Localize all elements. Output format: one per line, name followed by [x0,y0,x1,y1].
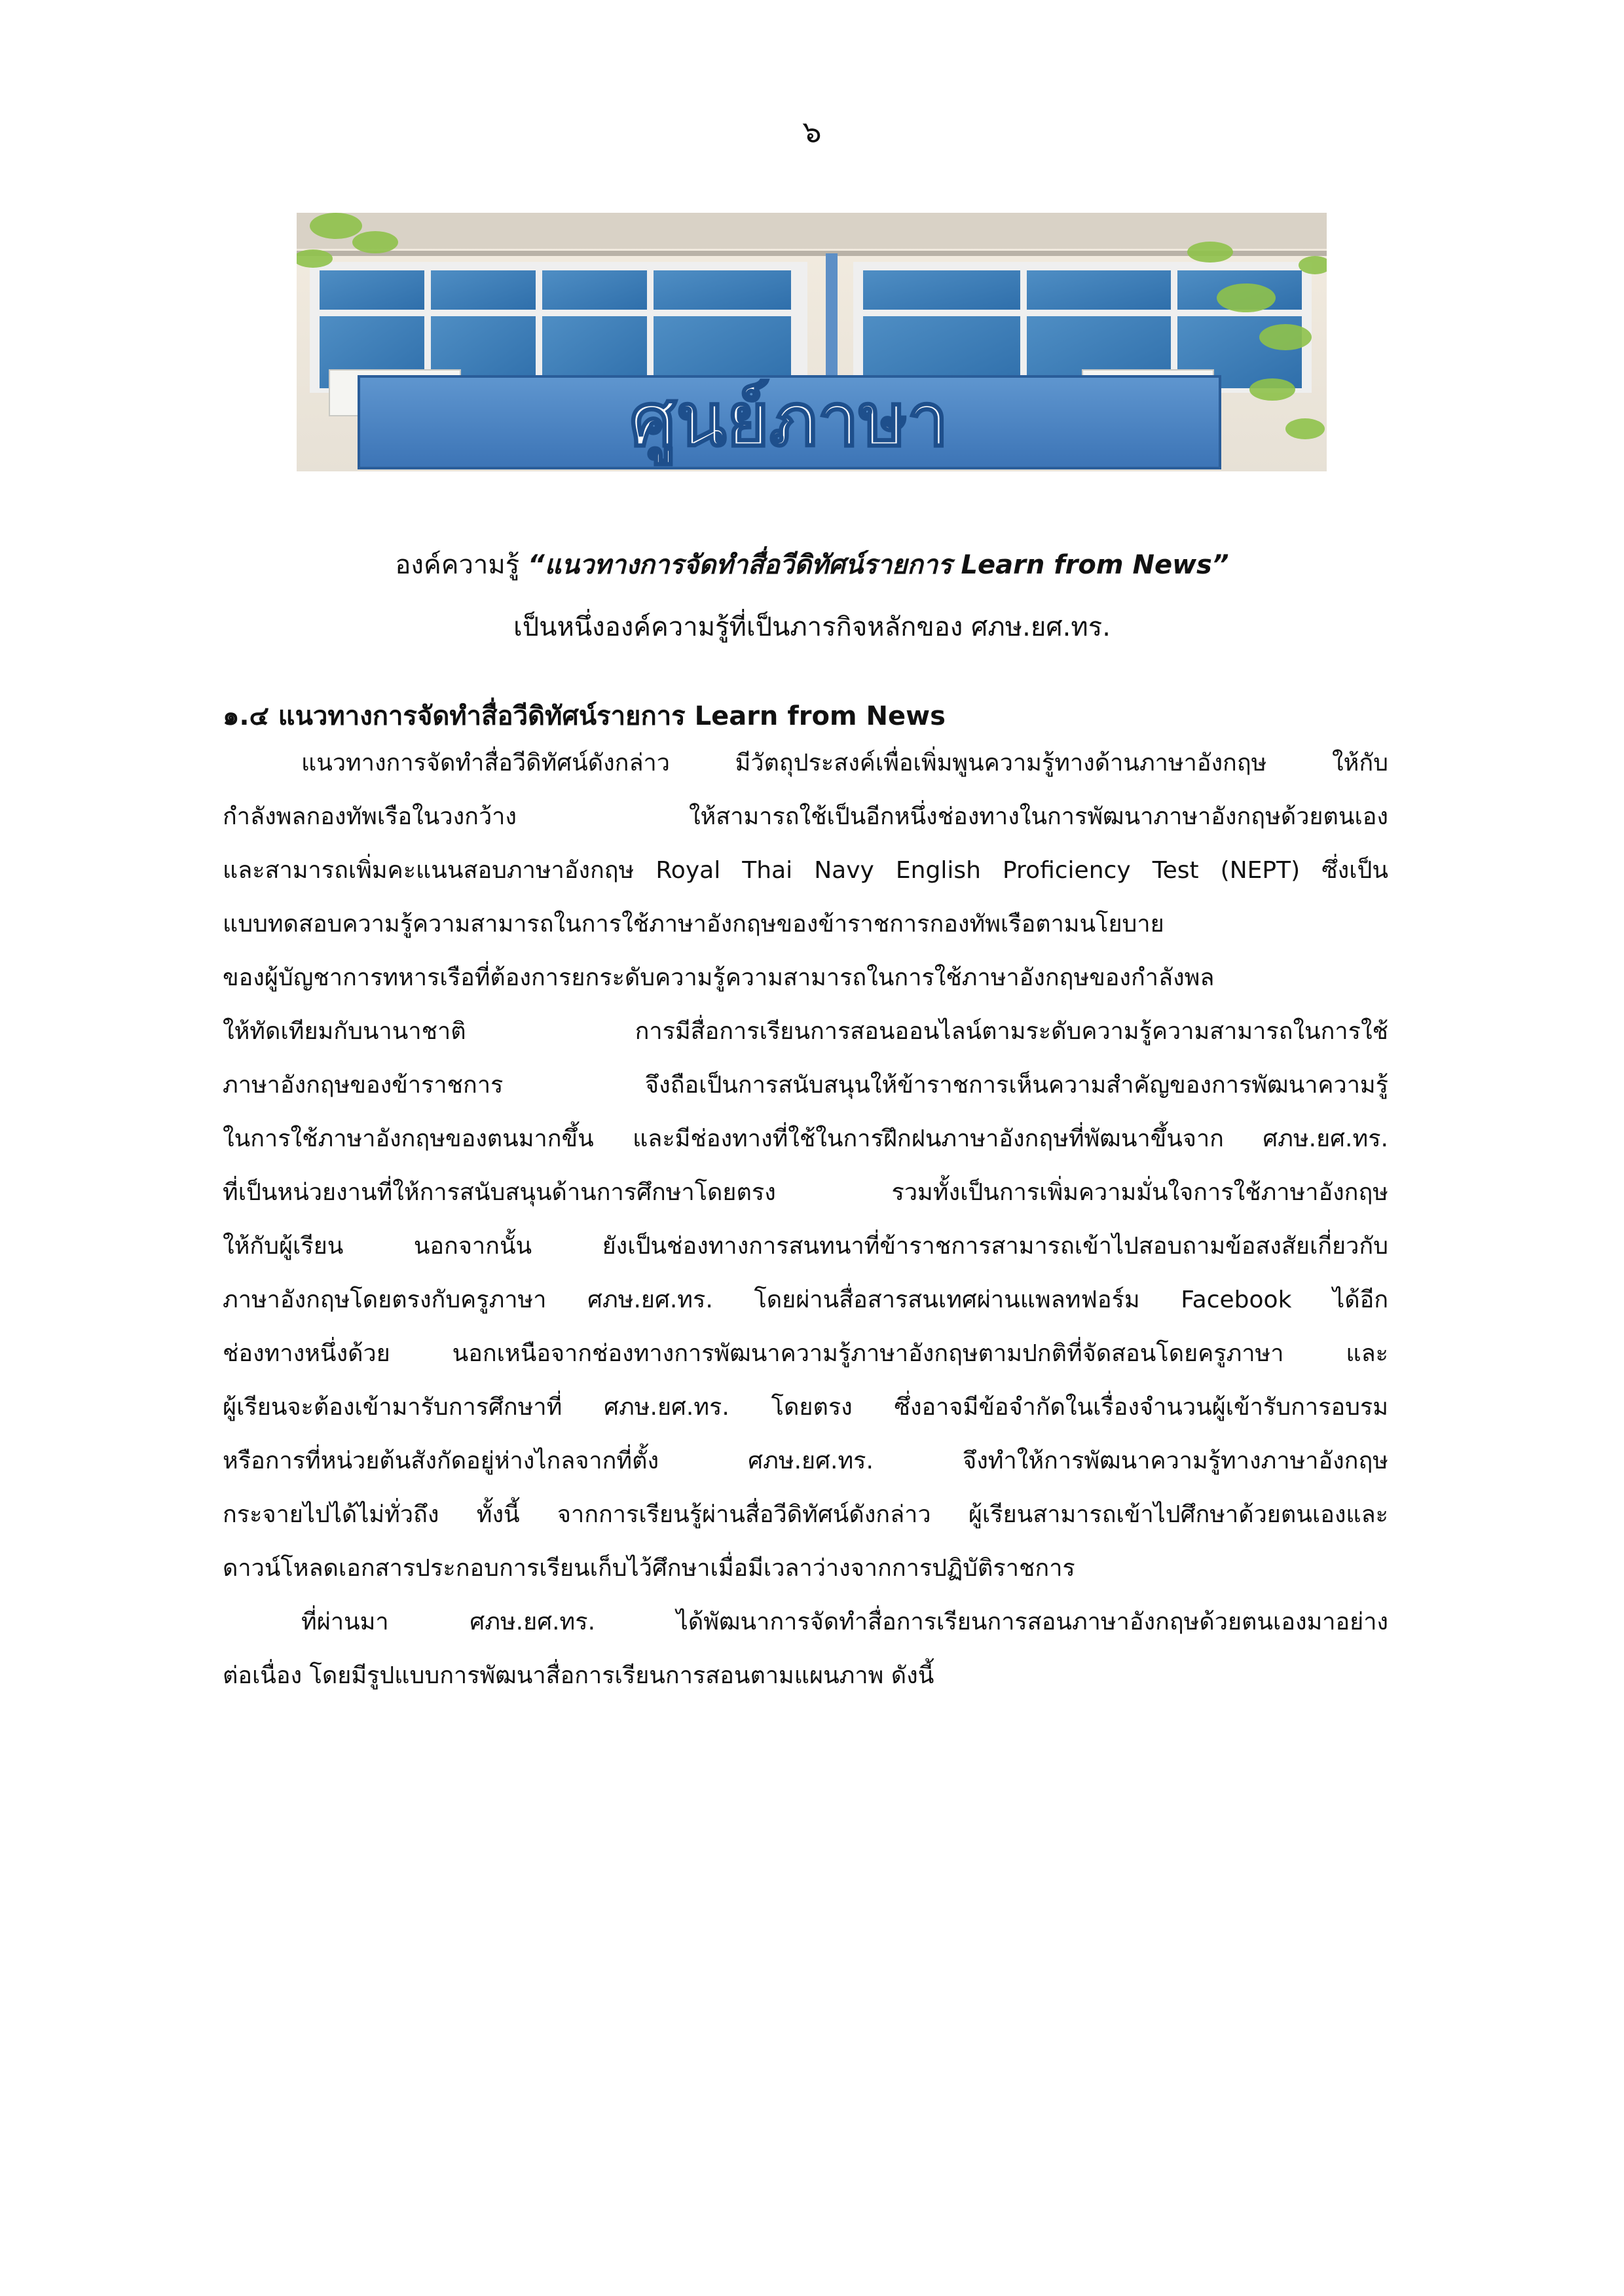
paragraph-2 [223,1595,1388,1703]
section-heading: ๑.๔ แนวทางการจัดทำสื่อวีดิทัศน์รายการ Learn from News [223,701,946,731]
paragraph-line: ของผู้บัญชาการทหารเรือที่ต้องการยกระดับความรู้ความสามารถในการใช้ภาษาอังกฤษของกำลังพล [223,964,1215,991]
paragraph-line: แนวทางการจัดทำสื่อวีดิทัศน์ดังกล่าว มีวัตถุประสงค์เพื่อเพิ่มพูนความรู้ทางด้านภาษาอังกฤษ ให้กับ [301,750,1388,776]
paragraph-line: ให้ทัดเทียมกับนานาชาติ การมีสื่อการเรียนการสอนออนไลน์ตามระดับความรู้ความสามารถในการใช้ [223,1018,1388,1045]
paragraph-line: ต่อเนื่อง โดยมีรูปแบบการพัฒนาสื่อการเรียนการสอนตามแผนภาพ ดังนี้ [223,1662,934,1689]
paragraph-line: และสามารถเพิ่มคะแนนสอบภาษาอังกฤษ Royal Thai Navy English Proficiency Test (NEPT) ซึ่งเป็น [223,857,1388,884]
sign-text: ศูนย์ภาษา [629,378,949,463]
paragraph-line: กำลังพลกองทัพเรือในวงกว้าง ให้สามารถใช้เป็นอีกหนึ่งช่องทางในการพัฒนาภาษาอังกฤษด้วยตนเอง [223,803,1388,830]
paragraph-line: ที่ผ่านมา ศภษ.ยศ.ทร. ได้พัฒนาการจัดทำสื่อการเรียนการสอนภาษาอังกฤษด้วยตนเองมาอย่าง [301,1609,1388,1635]
paragraph-line: ช่องทางหนึ่งด้วย นอกเหนือจากช่องทางการพัฒนาความรู้ภาษาอังกฤษตามปกติที่จัดสอนโดยครูภาษา และ [223,1340,1388,1367]
caption-emphasis: “แนวทางการจัดทำสื่อวีดิทัศน์รายการ Learn from News” [527,550,1229,580]
paragraph-line: ในการใช้ภาษาอังกฤษของตนมากขึ้น และมีช่องทางที่ใช้ในการฝึกฝนภาษาอังกฤษที่พัฒนาขึ้นจาก ศภษ.ยศ.ทร. [223,1125,1388,1152]
paragraph-line: หรือการที่หน่วยต้นสังกัดอยู่ห่างไกลจากที่ตั้ง ศภษ.ยศ.ทร. จึงทำให้การพัฒนาความรู้ทางภาษาอังกฤษ [223,1448,1388,1474]
paragraph-line: ผู้เรียนจะต้องเข้ามารับการศึกษาที่ ศภษ.ยศ.ทร. โดยตรง ซึ่งอาจมีข้อจำกัดในเรื่องจำนวนผู้เข้ารับการอบรม [223,1394,1388,1421]
paragraph-line: ดาวน์โหลดเอกสารประกอบการเรียนเก็บไว้ศึกษาเมื่อมีเวลาว่างจากการปฏิบัติราชการ [223,1555,1075,1582]
language-center-photo [297,213,1327,471]
photo-caption-title [216,545,1408,585]
paragraph-1 [223,737,1388,1595]
page-number: ๖ [802,114,822,149]
building-sign-image [297,213,1327,471]
photo-caption-subtitle: เป็นหนึ่งองค์ความรู้ที่เป็นภารกิจหลักของ ศภษ.ยศ.ทร. [513,612,1111,642]
section-body [223,737,1388,1703]
paragraph-line: ให้กับผู้เรียน นอกจากนั้น ยังเป็นช่องทางการสนทนาที่ข้าราชการสามารถเข้าไปสอบถามข้อสงสัยเกี่ยวกับ [223,1233,1388,1260]
paragraph-line: กระจายไปได้ไม่ทั่วถึง ทั้งนี้ จากการเรียนรู้ผ่านสื่อวีดิทัศน์ดังกล่าว ผู้เรียนสามารถเข้าไปศึกษาด้วยตนเองและ [223,1501,1388,1528]
caption-prefix: องค์ความรู้ [395,550,528,580]
paragraph-line: แบบทดสอบความรู้ความสามารถในการใช้ภาษาอังกฤษของข้าราชการกองทัพเรือตามนโยบาย [223,911,1164,938]
paragraph-line: ที่เป็นหน่วยงานที่ให้การสนับสนุนด้านการศึกษาโดยตรง รวมทั้งเป็นการเพิ่มความมั่นใจการใช้ภาษาอังกฤษ [223,1179,1388,1206]
paragraph-line: ภาษาอังกฤษโดยตรงกับครูภาษา ศภษ.ยศ.ทร. โดยผ่านสื่อสารสนเทศผ่านแพลทฟอร์ม Facebook ได้อีก [223,1286,1388,1313]
paragraph-line: ภาษาอังกฤษของข้าราชการ จึงถือเป็นการสนับสนุนให้ข้าราชการเห็นความสำคัญของการพัฒนาความรู้ [223,1072,1388,1099]
